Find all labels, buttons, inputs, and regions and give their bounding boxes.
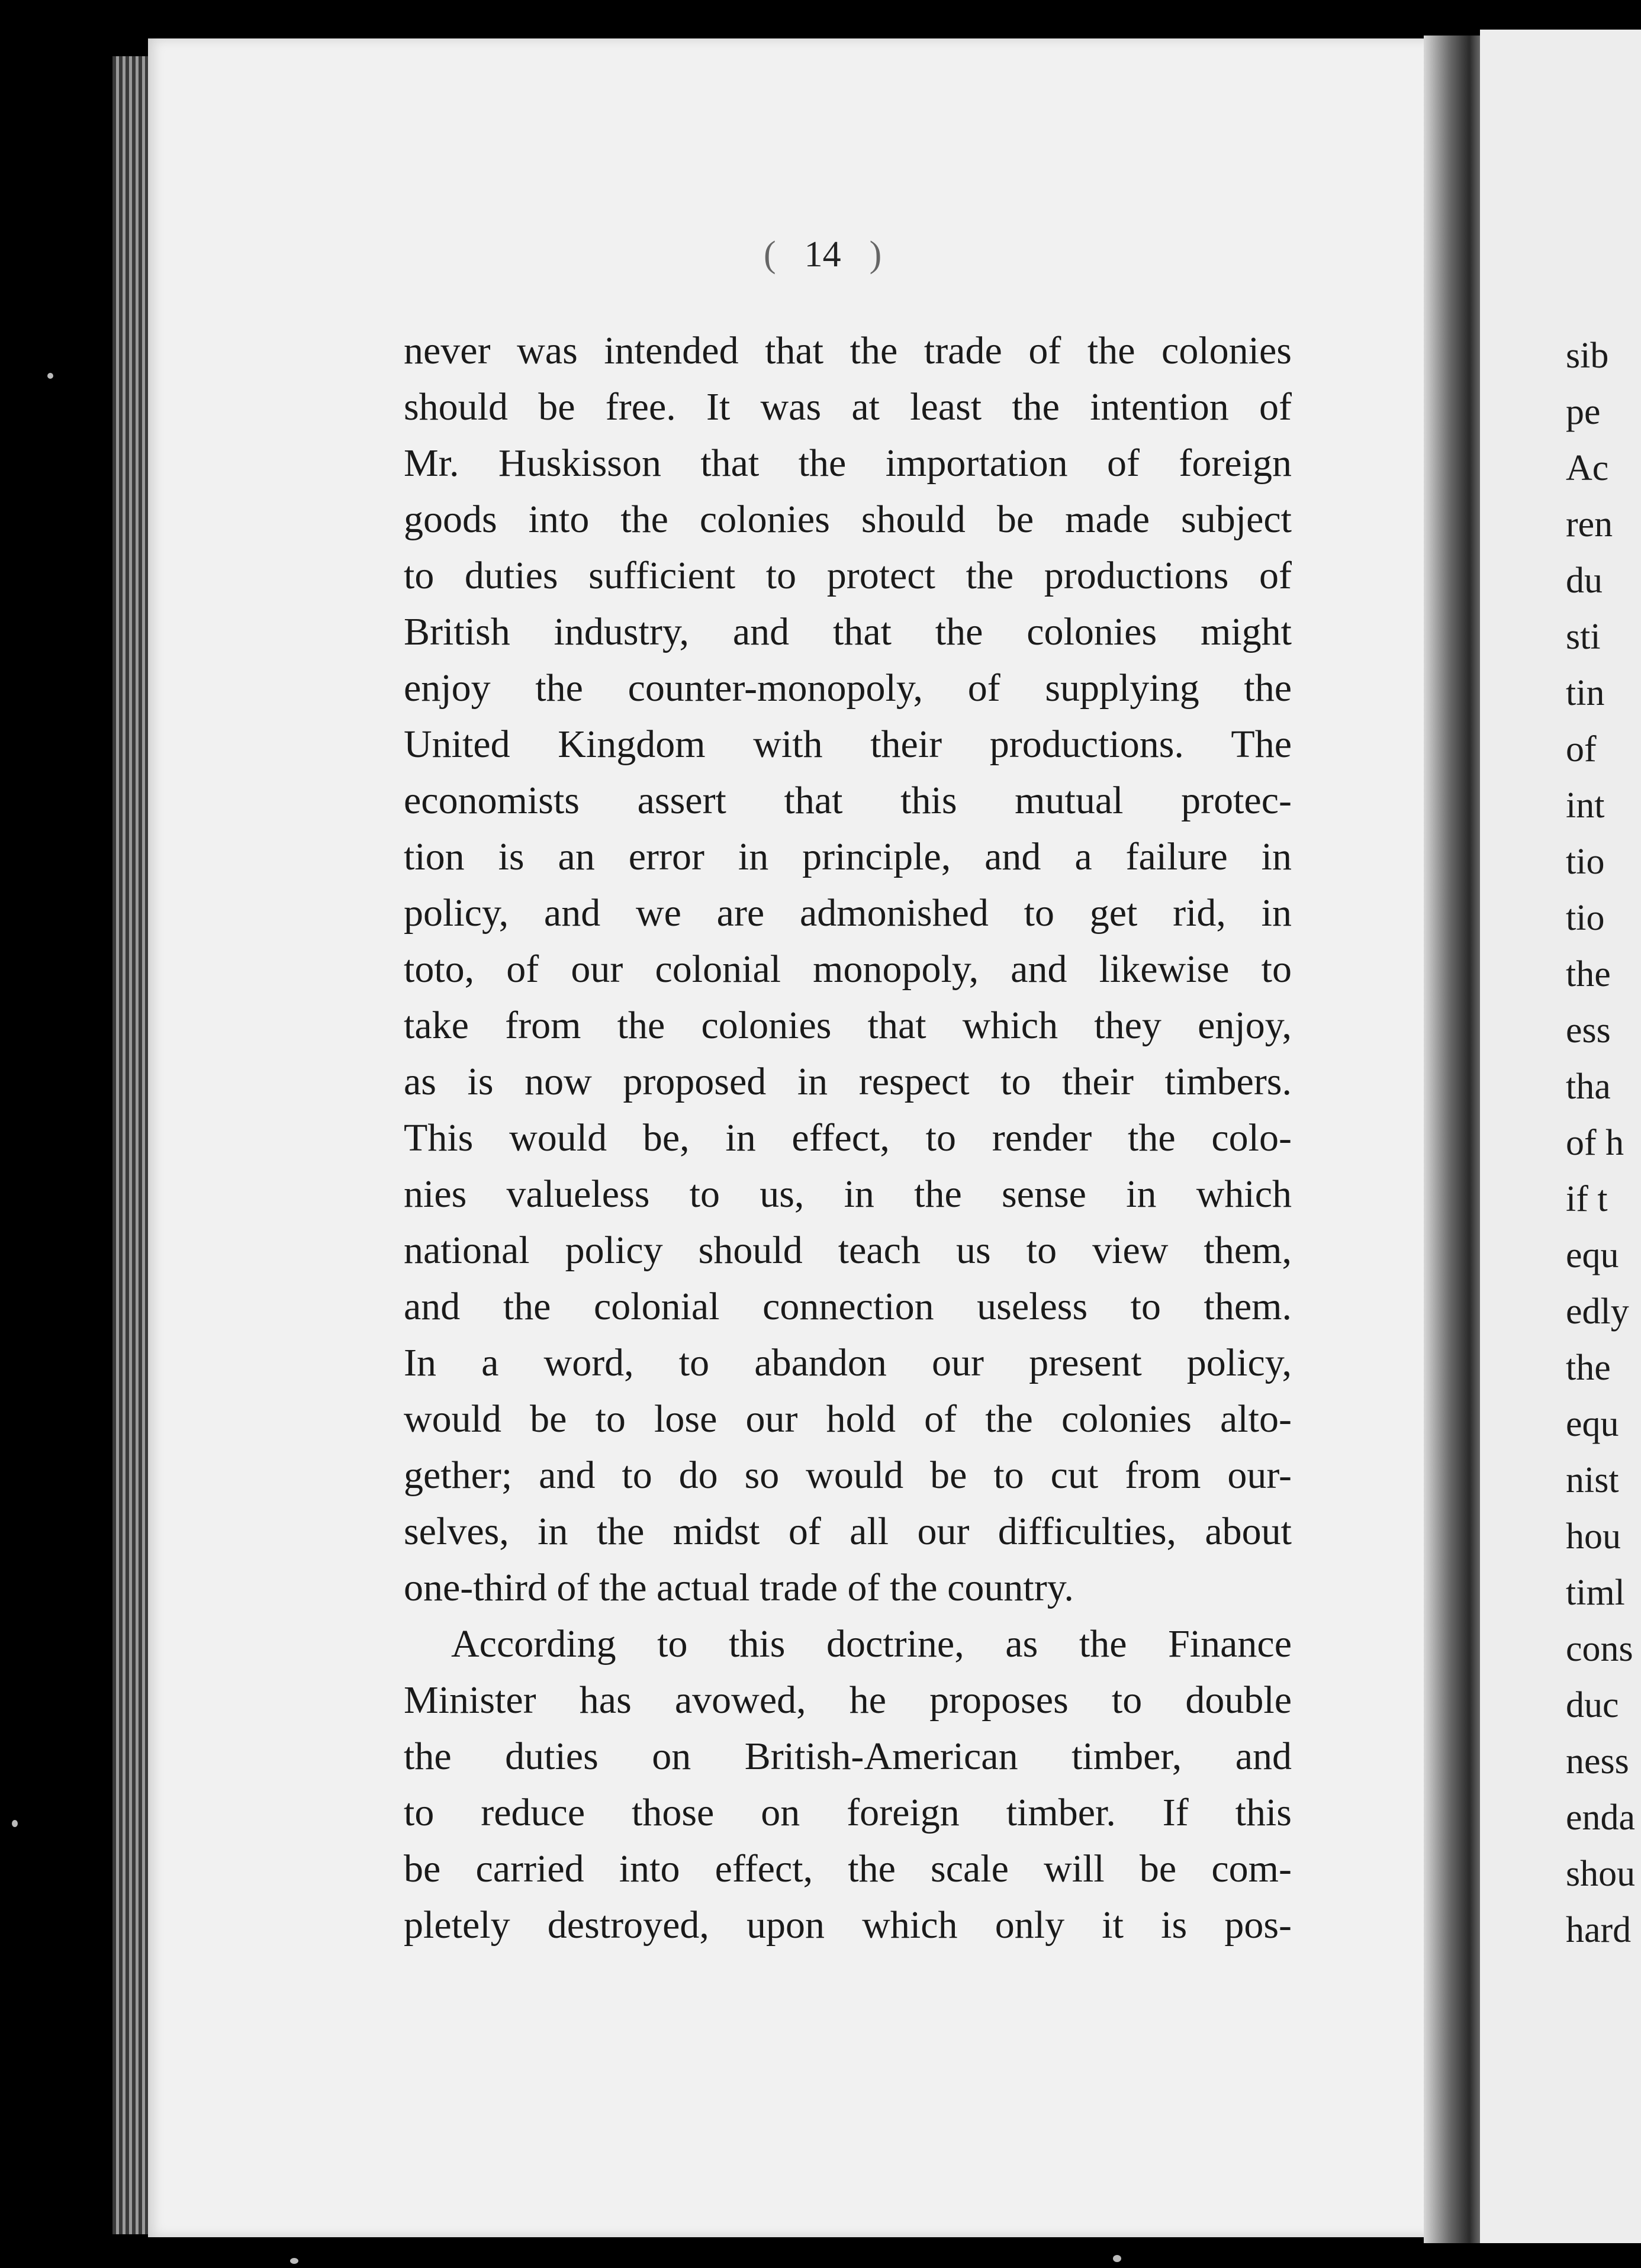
facing-page-line: ess: [1566, 1010, 1611, 1051]
text-line: the duties on British-American timber, and: [404, 1735, 1292, 1778]
facing-page-line: equ: [1566, 1404, 1619, 1444]
page-number: [764, 234, 881, 276]
scan-speck: [290, 2258, 298, 2264]
text-line: should be free. It was at least the intention of: [404, 385, 1292, 429]
text-line: one-third of the actual trade of the country.: [404, 1566, 1074, 1609]
facing-page-line: enda: [1566, 1797, 1636, 1838]
text-line: and the colonial connection useless to them.: [404, 1285, 1292, 1328]
facing-page-line: the: [1566, 1348, 1611, 1388]
text-line: Mr. Huskisson that the importation of foreign: [404, 442, 1292, 485]
facing-page-line: equ: [1566, 1235, 1619, 1275]
text-line: would be to lose our hold of the colonies alto-: [404, 1397, 1292, 1441]
text-line: gether; and to do so would be to cut from our-: [404, 1454, 1292, 1497]
facing-page-line: ness: [1566, 1741, 1629, 1781]
text-line: pletely destroyed, upon which only it is pos-: [404, 1903, 1292, 1947]
facing-page-line: tha: [1566, 1067, 1611, 1107]
text-line: This would be, in effect, to render the colo-: [404, 1116, 1292, 1159]
text-line: never was intended that the trade of the colonies: [404, 329, 1292, 372]
facing-page-line: edly: [1566, 1291, 1629, 1332]
facing-page-line: int: [1566, 785, 1605, 826]
text-line: tion is an error in principle, and a failure in: [404, 835, 1292, 878]
facing-page-line: shou: [1566, 1854, 1636, 1894]
page-number-paren-close: ): [869, 234, 882, 275]
facing-page-line: nist: [1566, 1460, 1619, 1500]
facing-page-line: tio: [1566, 842, 1605, 882]
facing-page-line: tin: [1566, 673, 1605, 713]
facing-page-line: the: [1566, 954, 1611, 994]
body-text: [404, 323, 1292, 1953]
text-line: policy, and we are admonished to get rid, in: [404, 891, 1292, 935]
facing-page-line: pe: [1566, 392, 1601, 432]
facing-page-line: of: [1566, 729, 1597, 769]
facing-page-line: Ac: [1566, 448, 1609, 488]
text-line: to reduce those on foreign timber. If this: [404, 1791, 1292, 1834]
facing-page-line: cons: [1566, 1629, 1633, 1669]
facing-page-line: tio: [1566, 898, 1605, 938]
text-line: enjoy the counter-monopoly, of supplying the: [404, 666, 1292, 710]
text-line: In a word, to abandon our present policy,: [404, 1341, 1292, 1384]
text-line: be carried into effect, the scale will be com-: [404, 1847, 1292, 1890]
facing-page-line: sti: [1566, 617, 1601, 657]
facing-page-line: of h: [1566, 1123, 1624, 1163]
facing-page-line: sib: [1566, 336, 1609, 376]
facing-page-line: hou: [1566, 1516, 1621, 1557]
text-line: goods into the colonies should be made subject: [404, 498, 1292, 541]
text-line: selves, in the midst of all our difficulties, about: [404, 1510, 1292, 1553]
facing-page: [1480, 30, 1641, 2243]
facing-page-line: ren: [1566, 504, 1613, 545]
text-line: to duties sufficient to protect the productions of: [404, 554, 1292, 597]
text-line: Minister has avowed, he proposes to double: [404, 1679, 1292, 1722]
scan-speck: [12, 1820, 18, 1827]
text-line: economists assert that this mutual protec-: [404, 779, 1292, 822]
page-number-value: 14: [804, 234, 841, 275]
text-line: According to this doctrine, as the Finance: [451, 1622, 1292, 1665]
facing-page-line: timl: [1566, 1573, 1625, 1613]
text-line: take from the colonies that which they enjoy,: [404, 1004, 1292, 1047]
text-line: United Kingdom with their productions. The: [404, 723, 1292, 766]
text-line: toto, of our colonial monopoly, and likewise to: [404, 948, 1292, 991]
text-line: national policy should teach us to view them,: [404, 1229, 1292, 1272]
text-line: as is now proposed in respect to their timbers.: [404, 1060, 1292, 1103]
facing-page-line: hard: [1566, 1910, 1632, 1950]
scan-speck: [1113, 2255, 1121, 2262]
facing-page-line: duc: [1566, 1685, 1619, 1725]
scan-speck: [47, 373, 53, 379]
facing-page-line: du: [1566, 560, 1603, 601]
text-line: British industry, and that the colonies might: [404, 610, 1292, 653]
book-gutter-shadow: [1424, 36, 1489, 2243]
facing-page-line: if t: [1566, 1179, 1608, 1219]
text-line: nies valueless to us, in the sense in which: [404, 1172, 1292, 1216]
page-number-paren-open: (: [764, 234, 776, 275]
